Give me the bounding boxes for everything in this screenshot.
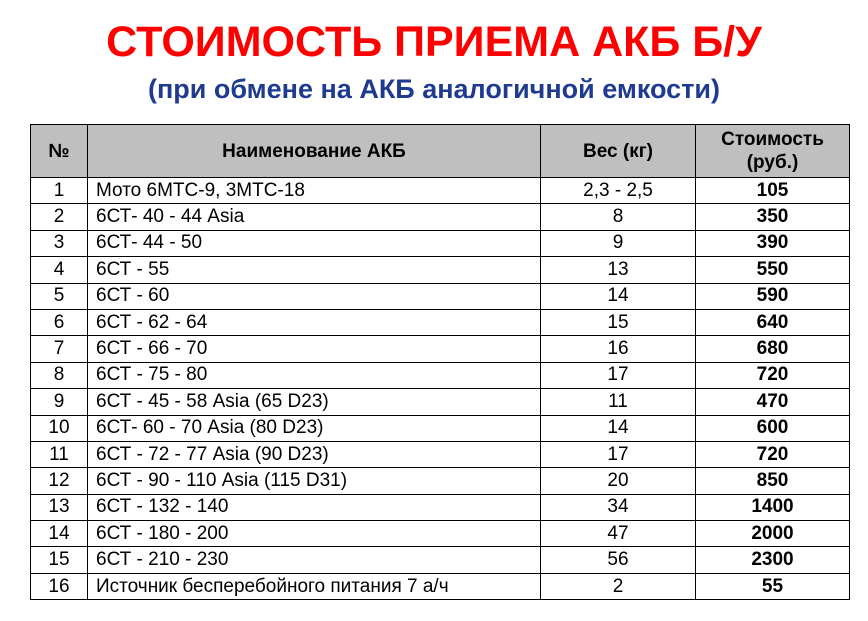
table-row bbox=[31, 257, 850, 283]
row-battery-name: 6СТ - 180 - 200 bbox=[88, 521, 541, 547]
row-number: 16 bbox=[31, 573, 88, 599]
row-weight: 13 bbox=[541, 257, 696, 283]
table-row bbox=[31, 389, 850, 415]
row-price: 550 bbox=[696, 257, 850, 283]
row-price: 680 bbox=[696, 336, 850, 362]
header-name: Наименование АКБ bbox=[88, 125, 541, 178]
row-battery-name: 6СТ- 60 - 70 Asia (80 D23) bbox=[88, 415, 541, 441]
row-number: 2 bbox=[31, 204, 88, 230]
row-number: 14 bbox=[31, 521, 88, 547]
table-row bbox=[31, 283, 850, 309]
header-price-line1: Стоимость bbox=[721, 129, 824, 150]
row-weight: 16 bbox=[541, 336, 696, 362]
table-row bbox=[31, 336, 850, 362]
row-price: 390 bbox=[696, 230, 850, 256]
row-battery-name: 6СТ - 55 bbox=[88, 257, 541, 283]
row-weight: 9 bbox=[541, 230, 696, 256]
row-price: 720 bbox=[696, 362, 850, 388]
row-battery-name: 6СТ - 45 - 58 Asia (65 D23) bbox=[88, 389, 541, 415]
row-number: 8 bbox=[31, 362, 88, 388]
table-row bbox=[31, 521, 850, 547]
row-weight: 2,3 - 2,5 bbox=[541, 178, 696, 204]
page-title: СТОИМОСТЬ ПРИЕМА АКБ Б/У bbox=[106, 18, 762, 66]
row-price: 350 bbox=[696, 204, 850, 230]
table-row bbox=[31, 204, 850, 230]
row-weight: 14 bbox=[541, 415, 696, 441]
row-weight: 14 bbox=[541, 283, 696, 309]
row-weight: 15 bbox=[541, 309, 696, 335]
row-number: 13 bbox=[31, 494, 88, 520]
row-price: 1400 bbox=[696, 494, 850, 520]
row-battery-name: 6СТ- 44 - 50 bbox=[88, 230, 541, 256]
header-weight: Вес (кг) bbox=[541, 125, 696, 178]
table-row bbox=[31, 573, 850, 599]
table-row bbox=[31, 309, 850, 335]
row-battery-name: 6СТ - 132 - 140 bbox=[88, 494, 541, 520]
row-weight: 17 bbox=[541, 441, 696, 467]
row-battery-name: 6СТ - 75 - 80 bbox=[88, 362, 541, 388]
row-number: 7 bbox=[31, 336, 88, 362]
row-number: 4 bbox=[31, 257, 88, 283]
row-number: 11 bbox=[31, 441, 88, 467]
row-price: 640 bbox=[696, 309, 850, 335]
row-number: 3 bbox=[31, 230, 88, 256]
row-price: 590 bbox=[696, 283, 850, 309]
header-price-line2: (руб.) bbox=[746, 152, 799, 173]
row-weight: 56 bbox=[541, 547, 696, 573]
row-weight: 11 bbox=[541, 389, 696, 415]
table-row bbox=[31, 547, 850, 573]
row-battery-name: 6СТ - 60 bbox=[88, 283, 541, 309]
row-battery-name: 6СТ - 210 - 230 bbox=[88, 547, 541, 573]
row-battery-name: 6СТ- 40 - 44 Asia bbox=[88, 204, 541, 230]
row-price: 720 bbox=[696, 441, 850, 467]
row-weight: 20 bbox=[541, 468, 696, 494]
page-subtitle: (при обмене на АКБ аналогичной емкости) bbox=[147, 74, 721, 104]
row-weight: 47 bbox=[541, 521, 696, 547]
row-number: 5 bbox=[31, 283, 88, 309]
row-price: 2000 bbox=[696, 521, 850, 547]
table-header bbox=[31, 125, 850, 178]
table-row bbox=[31, 230, 850, 256]
header-num: № bbox=[31, 125, 88, 178]
row-weight: 2 bbox=[541, 573, 696, 599]
price-table bbox=[30, 124, 850, 600]
table-row bbox=[31, 178, 850, 204]
header-price bbox=[696, 125, 850, 178]
row-number: 6 bbox=[31, 309, 88, 335]
table-row bbox=[31, 468, 850, 494]
row-battery-name: Источник бесперебойного питания 7 а/ч bbox=[88, 573, 541, 599]
row-number: 10 bbox=[31, 415, 88, 441]
row-battery-name: 6СТ - 72 - 77 Asia (90 D23) bbox=[88, 441, 541, 467]
row-battery-name: Мото 6МТС-9, 3МТС-18 bbox=[88, 178, 541, 204]
row-number: 1 bbox=[31, 178, 88, 204]
table-row bbox=[31, 441, 850, 467]
row-battery-name: 6СТ - 62 - 64 bbox=[88, 309, 541, 335]
row-number: 12 bbox=[31, 468, 88, 494]
row-weight: 34 bbox=[541, 494, 696, 520]
row-number: 15 bbox=[31, 547, 88, 573]
row-price: 105 bbox=[696, 178, 850, 204]
row-price: 470 bbox=[696, 389, 850, 415]
table-row bbox=[31, 415, 850, 441]
row-price: 850 bbox=[696, 468, 850, 494]
row-price: 55 bbox=[696, 573, 850, 599]
header-row bbox=[31, 125, 850, 178]
row-weight: 17 bbox=[541, 362, 696, 388]
row-price: 600 bbox=[696, 415, 850, 441]
row-number: 9 bbox=[31, 389, 88, 415]
table-row bbox=[31, 362, 850, 388]
row-price: 2300 bbox=[696, 547, 850, 573]
row-weight: 8 bbox=[541, 204, 696, 230]
table-row bbox=[31, 494, 850, 520]
row-battery-name: 6СТ - 90 - 110 Asia (115 D31) bbox=[88, 468, 541, 494]
table-body bbox=[31, 178, 850, 600]
row-battery-name: 6СТ - 66 - 70 bbox=[88, 336, 541, 362]
